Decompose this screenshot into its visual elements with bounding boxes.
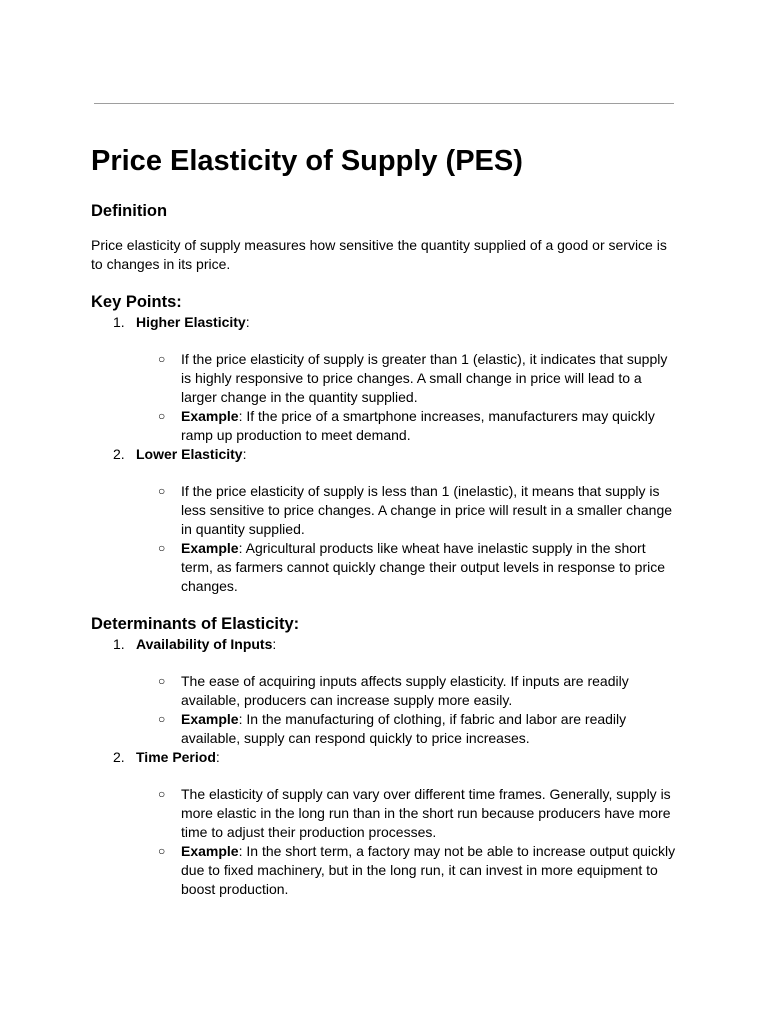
sub-list (91, 482, 681, 596)
hollow-circle-bullet-icon: ○ (158, 844, 166, 858)
sub-list-item: ○ Example: In the short term, a factory may not be able to increase output quickly due to fixed machinery, but in the long run, it can invest in more equipment to boost production. (158, 843, 676, 897)
item-number: 1. (113, 314, 125, 330)
item-title: Availability of Inputs: (136, 636, 277, 652)
item-number: 2. (113, 446, 125, 462)
hollow-circle-bullet-icon: ○ (158, 712, 166, 726)
list-item (91, 313, 681, 445)
hollow-circle-bullet-icon: ○ (158, 352, 166, 366)
page-title: Price Elasticity of Supply (PES) (91, 145, 523, 177)
item-number: 2. (113, 749, 125, 765)
sub-list-item: ○ The elasticity of supply can vary over different time frames. Generally, supply is more elastic in the long run than in the short run because producers have more time to adjust their production processes. (158, 786, 671, 840)
sub-list (91, 672, 681, 748)
document-content (91, 140, 681, 899)
hollow-circle-bullet-icon: ○ (158, 409, 166, 423)
list-item (91, 445, 681, 596)
horizontal-rule (94, 103, 674, 104)
item-title: Lower Elasticity: (136, 446, 247, 462)
hollow-circle-bullet-icon: ○ (158, 787, 166, 801)
sub-list (91, 785, 681, 899)
hollow-circle-bullet-icon: ○ (158, 484, 166, 498)
key-points-heading: Key Points: (91, 293, 182, 311)
sub-list-item: ○ If the price elasticity of supply is greater than 1 (elastic), it indicates that supply is highly responsive to price changes. A small change in price will lead to a larger change in the quantity supplied. (158, 351, 668, 405)
item-number: 1. (113, 636, 125, 652)
sub-list-item: ○ The ease of acquiring inputs affects supply elasticity. If inputs are readily available, producers can increase supply more easily. (158, 673, 629, 708)
key-points-list (91, 313, 681, 596)
list-item (91, 635, 681, 748)
item-title: Higher Elasticity: (136, 314, 250, 330)
sub-list-item: ○ Example: Agricultural products like wheat have inelastic supply in the short term, as farmers cannot quickly change their output levels in response to price changes. (158, 540, 666, 594)
list-item (91, 748, 681, 899)
definition-text: Price elasticity of supply measures how sensitive the quantity supplied of a good or service is to changes in its price. (91, 237, 667, 272)
sub-list-item: ○ If the price elasticity of supply is less than 1 (inelastic), it means that supply is less sensitive to price changes. A change in price will result in a smaller change in quantity supplied. (158, 483, 673, 537)
hollow-circle-bullet-icon: ○ (158, 674, 166, 688)
sub-list-item: ○ Example: In the manufacturing of clothing, if fabric and labor are readily available, supply can respond quickly to price increases. (158, 711, 627, 746)
sub-list (91, 350, 681, 445)
determinants-heading: Determinants of Elasticity: (91, 615, 300, 633)
determinants-list (91, 635, 681, 899)
hollow-circle-bullet-icon: ○ (158, 541, 166, 555)
sub-list-item: ○ Example: If the price of a smartphone increases, manufacturers may quickly ramp up production to meet demand. (158, 408, 655, 443)
definition-heading: Definition (91, 202, 168, 220)
item-title: Time Period: (136, 749, 220, 765)
